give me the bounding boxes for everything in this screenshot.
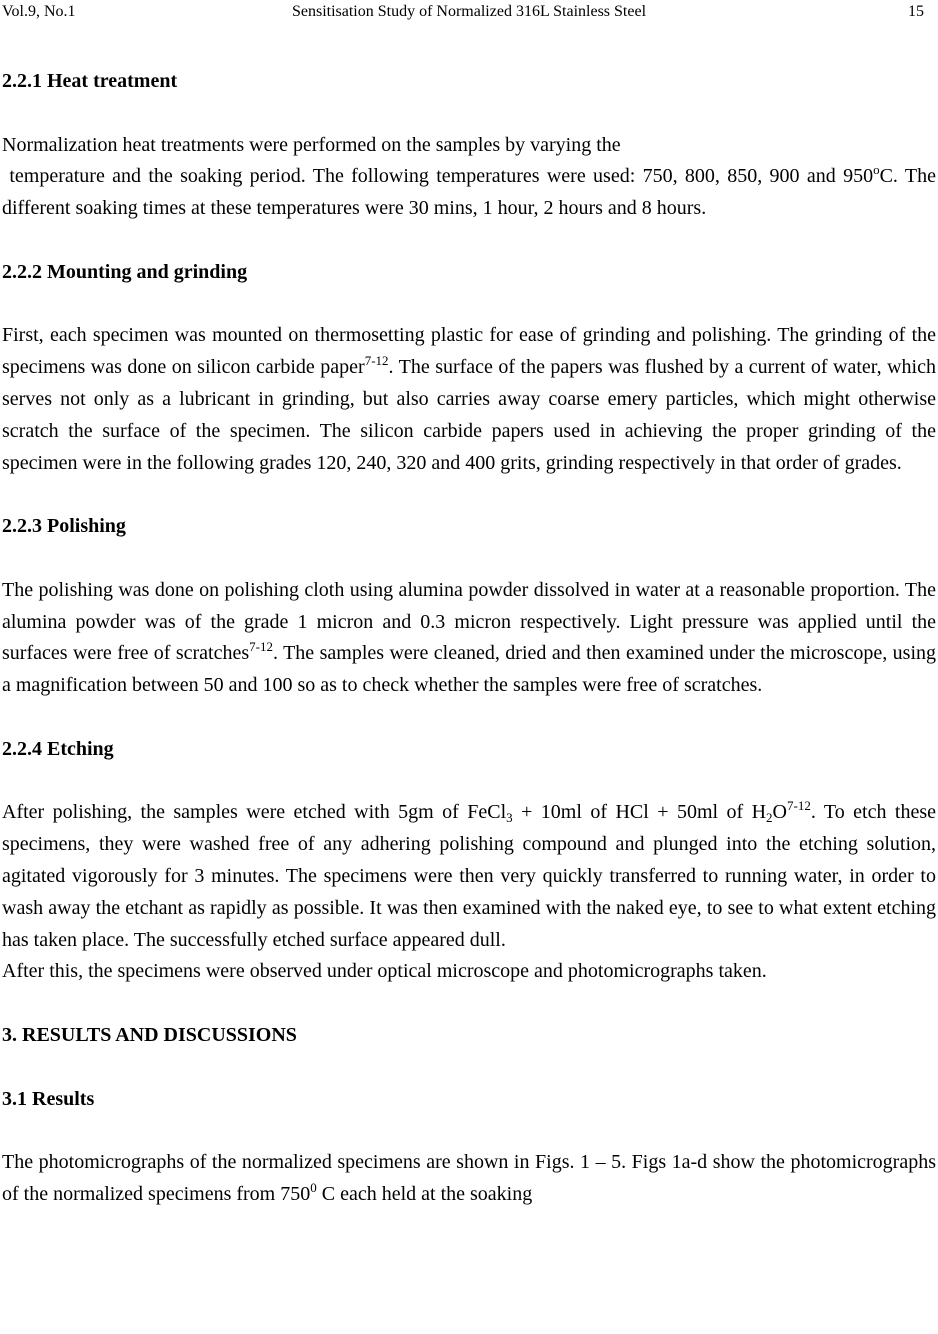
page-number: 15: [908, 3, 924, 20]
spacer: [2, 479, 936, 511]
text-run: The polishing was done on polishing cloth using alumina powder dissolved in water at a reasonable proportion. The alumina powder was of the grade 1 micron and 0.3 micron respectively. Light pressure was applied until the surfaces were free of scratches: [2, 578, 936, 665]
spacer: [2, 225, 936, 257]
citation-ref: 7-12: [364, 353, 389, 369]
text-run: O: [772, 801, 787, 824]
heading-polishing: 2.2.3 Polishing: [2, 515, 126, 538]
spacer: [2, 702, 936, 734]
subscript: 2: [766, 810, 773, 826]
spacer: [2, 766, 936, 798]
text-run: . The surface of the papers was flushed by a current of water, which serves not only as a lubricant in grinding, but also carries away coarse emery particles, which might otherwise scratch the surface of the specimen. The silicon carbide papers used in achieving the proper grinding of the specimen were in the following grades 120, 240, 320 and 400 grits, grinding respectively in that order of grades.: [2, 356, 936, 474]
text-run: temperature and the soaking period. The following temperatures were used: 750, 800, 850, 900 and 950: [2, 165, 874, 188]
text-run: The photomicrographs of the normalized specimens are shown in Figs. 1 – 5. Figs 1a-d show the photomicrographs of the normalized specimens from 750: [2, 1151, 936, 1205]
spacer: [2, 289, 936, 321]
text-run: . To etch these specimens, they were washed free of any adhering polishing compound and plunged into the etching solution, agitated vigorously for 3 minutes. The specimens were then very quickly transferred to running water, in order to wash away the etchant as rapidly as possible. It was then examined with the naked eye, to see to what extent etching has taken place. The successfully etched surface appeared dull.: [2, 801, 936, 951]
text-run: . The samples were cleaned, dried and then examined under the microscope, using a magnification between 50 and 100 so as to check whether the samples were free of scratches.: [2, 642, 936, 697]
etching-paragraph: [2, 797, 936, 956]
heading-heat-treatment: 2.2.1 Heat treatment: [2, 70, 178, 92]
running-title: Sensitisation Study of Normalized 316L Stainless Steel: [291, 3, 647, 20]
text-run: + 10ml of HCl + 50ml of H: [512, 801, 767, 824]
citation-ref: 7-12: [249, 639, 273, 655]
journal-volume: Vol.9, No.1: [2, 3, 76, 20]
mounting-grinding-paragraph: [2, 320, 936, 479]
heading-mounting-grinding: 2.2.2 Mounting and grinding: [2, 260, 248, 283]
heading-results: 3.1 Results: [2, 1087, 95, 1110]
polishing-paragraph: [2, 575, 936, 702]
text-run: First, each specimen was mounted on thermosetting plastic for ease of grinding and polishing. The grinding of the specimens was done on silicon carbide paper: [2, 324, 936, 379]
superscript-degree: 0: [310, 1179, 317, 1195]
text-run: C each held at the soaking: [316, 1182, 533, 1205]
heat-treatment-line1: Normalization heat treatments were performed on the samples by varying the: [2, 133, 621, 156]
superscript-degree: o: [873, 162, 880, 178]
citation-ref: 7-12: [786, 798, 811, 814]
running-header: [0, 0, 938, 24]
spacer: [2, 1115, 936, 1147]
spacer: [2, 1052, 936, 1084]
text-run: C. The different soaking times at these temperatures were 30 mins, 1 hour, 2 hours and 8 hours.: [2, 165, 936, 220]
spacer: [2, 98, 936, 130]
results-paragraph: [2, 1147, 936, 1211]
subscript: 3: [506, 810, 513, 826]
heading-results-discussions: 3. RESULTS AND DISCUSSIONS: [2, 1023, 297, 1046]
heat-treatment-paragraph: [2, 161, 936, 225]
page-body: [2, 66, 936, 1211]
spacer: [2, 988, 936, 1020]
spacer: [2, 543, 936, 575]
heading-etching: 2.2.4 Etching: [2, 737, 114, 760]
text-run: After polishing, the samples were etched with 5gm of FeCl: [2, 801, 507, 824]
etching-paragraph-2: After this, the specimens were observed under optical microscope and photomicrographs taken.: [2, 960, 767, 983]
